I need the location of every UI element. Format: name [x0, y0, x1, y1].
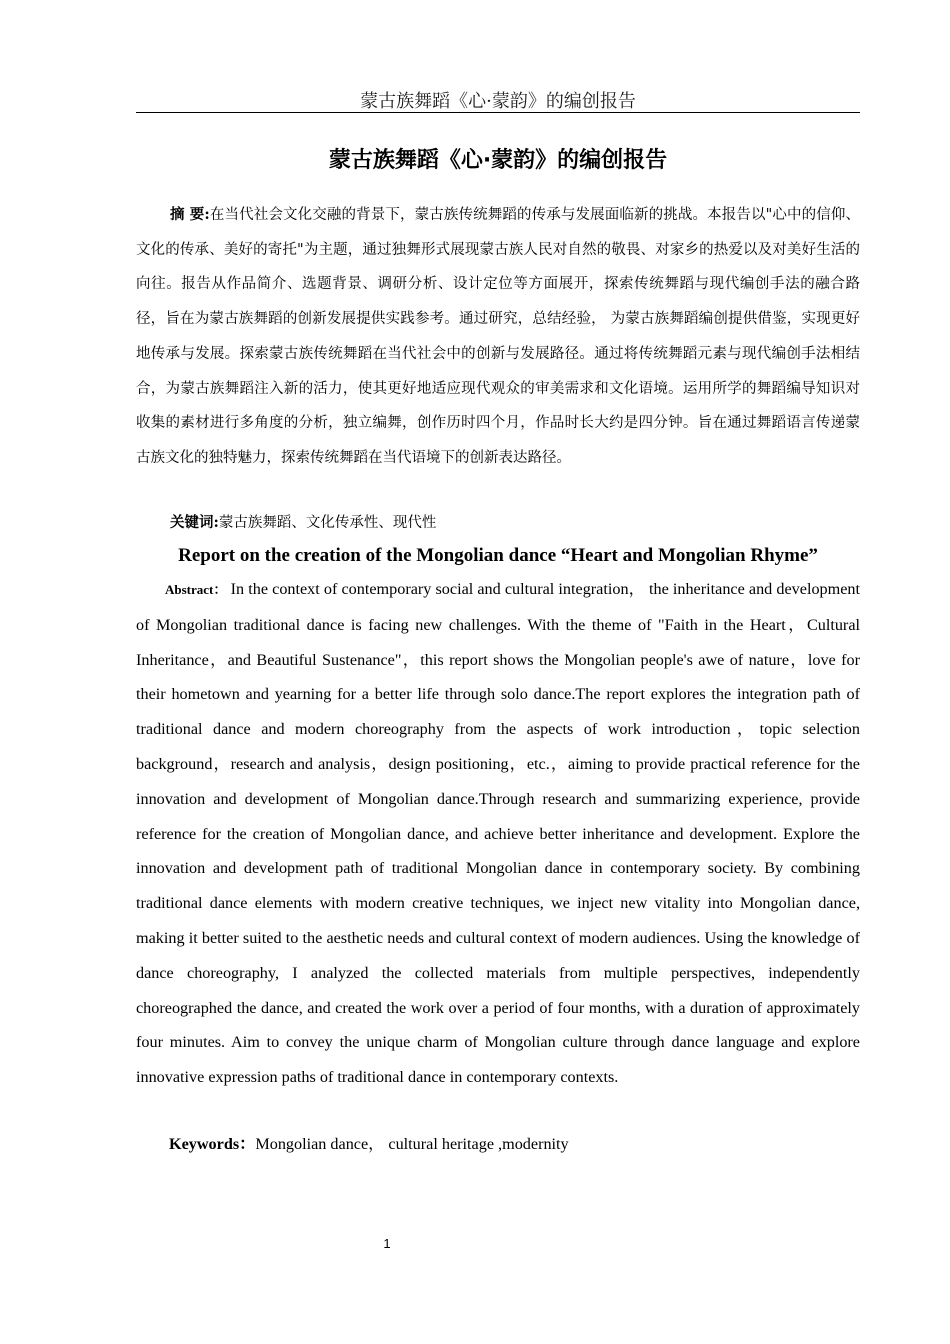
chinese-title: 蒙古族舞蹈《心·蒙韵》的编创报告 [328, 148, 668, 173]
chinese-abstract-text: 在当代社会文化交融的背景下，蒙古族传统舞蹈的传承与发展面临新的挑战。本报告以"心中的信仰、文化的传承、美好的寄托"为主题，通过独舞形式展现蒙古族人民对自然的敬畏、对家乡的热爱以及对美好生活的向往。报告从作品简介、选题背景、调研分析、设计定位等方面展开，探索传统舞蹈与现代编创手法的融合路径，旨在为蒙古族舞蹈的创新发展提供实践参考。通过研究，总结经验， 为蒙古族舞蹈编创提供借鉴，实现更好地传承与发展。探索蒙古族传统舞蹈在当代社会中的创新与发展路径。通过将传统舞蹈元素与现代编创手法相结合，为蒙古族舞蹈注入新的活力，使其更好地适应现代观众的审美需求和文化语境。运用所学的舞蹈编导知识对收集的素材进行多角度的分析，独立编舞，创作历时四个月，作品时长大约是四分钟。旨在通过舞蹈语言传递蒙古族文化的独特魅力，探索传统舞蹈在当代语境下的创新表达路径。 [136, 207, 860, 466]
chinese-abstract [136, 198, 860, 476]
running-header: 蒙古族舞蹈《心·蒙韵》的编创报告 [360, 91, 636, 112]
page-number: 1 [383, 1236, 391, 1251]
english-keywords [169, 1131, 859, 1157]
english-keywords-text: Mongolian dance， cultural heritage ,modernity [255, 1135, 569, 1153]
chinese-keywords-text: 蒙古族舞蹈、文化传承性、现代性 [218, 515, 437, 531]
english-keywords-label: Keywords： [169, 1135, 256, 1153]
english-abstract-label: Abstract： [165, 582, 227, 597]
chinese-keywords-label: 关键词: [170, 514, 219, 531]
english-abstract-text: In the context of contemporary social and cultural integration， the inheritance and development of Mongolian traditional dance is facing new challenges. With the theme of "Faith in the Heart，Cultural Inheritance，and Beautiful Sustenance"，this report shows the Mongolian people's awe of nature，love for their hometown and yearning for a better life through solo dance.The report explores the integration path of traditional dance and modern choreography from the aspects of work introduction，topic selection background，research and analysis，design positioning，etc.，aiming to provide practical reference for the innovation and development of Mongolian dance.Through research and summarizing experience, provide reference for the creation of Mongolian dance, and achieve better inheritance and development. Explore the innovation and development path of traditional Mongolian dance in contemporary society. By combining traditional dance elements with modern creative techniques, we inject new vitality into Mongolian dance, making it better suited to the aesthetic needs and cultural context of modern audiences. Using the knowledge of dance choreography, I analyzed the collected materials from multiple perspectives, independently choreographed the dance, and created the work over a period of four months, with a duration of approximately four minutes. Aim to convey the unique charm of Mongolian culture through dance language and explore innovative expression paths of traditional dance in contemporary contexts. [136, 580, 860, 1087]
chinese-keywords [170, 510, 860, 536]
chinese-abstract-label: 摘 要: [170, 206, 210, 223]
english-abstract [136, 572, 860, 1095]
english-title: Report on the creation of the Mongolian dance “Heart and Mongolian Rhyme” [178, 545, 818, 566]
header-divider [136, 112, 860, 113]
